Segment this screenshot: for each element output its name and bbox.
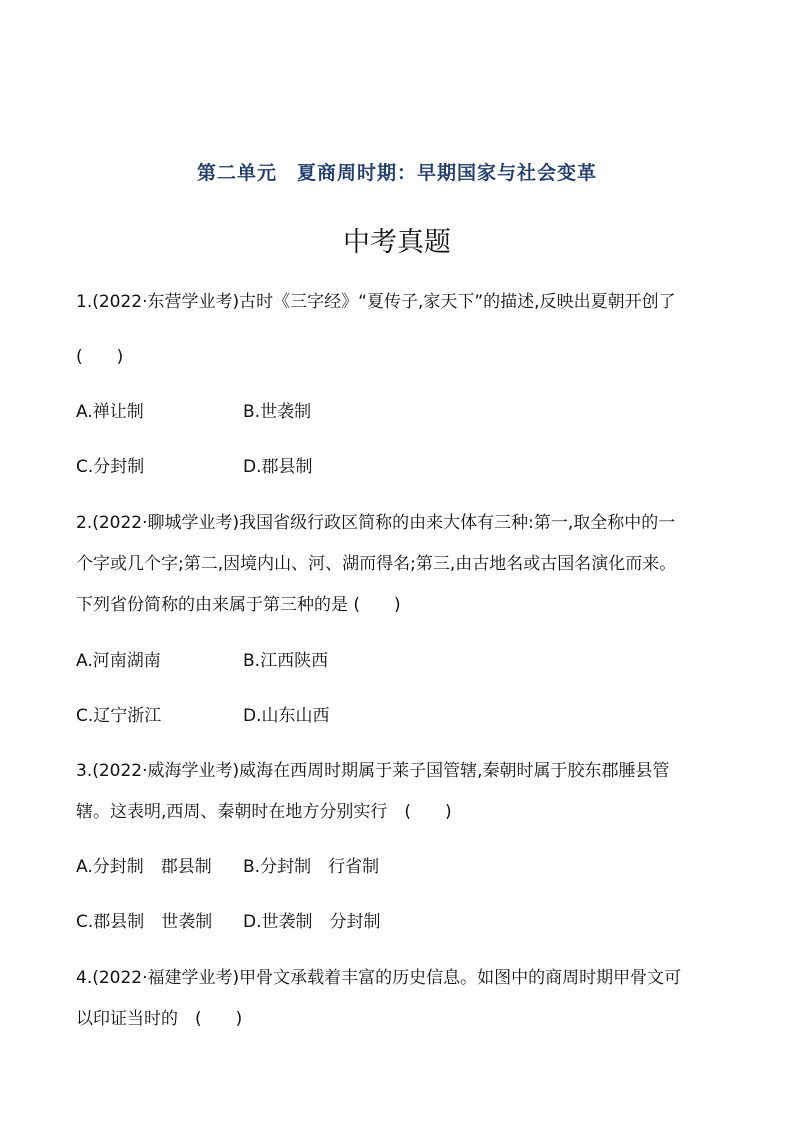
question-3-line-1: 3.(2022·威海学业考)威海在西周时期属于莱子国管辖,秦朝时属于胶东郡腄县管 xyxy=(76,761,670,781)
question-1-option-c[interactable]: C.分封制 xyxy=(76,457,145,477)
question-2-option-b[interactable]: B.江西陕西 xyxy=(243,651,329,671)
question-3-option-b[interactable]: B.分封制 行省制 xyxy=(243,857,380,877)
question-1-option-b[interactable]: B.世袭制 xyxy=(243,402,312,422)
question-3-line-2: 辖。这表明,西周、秦朝时在地方分别实行 ( ) xyxy=(76,802,452,822)
question-3-option-d[interactable]: D.世袭制 分封制 xyxy=(243,912,381,932)
question-2-line-2: 个字或几个字;第二,因境内山、河、湖而得名;第三,由古地名或古国名演化而来。 xyxy=(76,554,677,574)
question-3-option-c[interactable]: C.郡县制 世袭制 xyxy=(76,912,213,932)
question-2-line-1: 2.(2022·聊城学业考)我国省级行政区简称的由来大体有三种:第一,取全称中的一 xyxy=(76,513,676,533)
question-2-line-3: 下列省份简称的由来属于第三种的是 ( ) xyxy=(76,595,401,615)
question-3-option-a[interactable]: A.分封制 郡县制 xyxy=(76,857,212,877)
section-title: 中考真题 xyxy=(343,227,451,258)
question-2-option-a[interactable]: A.河南湖南 xyxy=(76,651,161,671)
question-1-line-1: 1.(2022·东营学业考)古时《三字经》“夏传子,家天下”的描述,反映出夏朝开创了 xyxy=(76,292,676,312)
question-1-line-2: ( ) xyxy=(76,347,124,367)
question-2-option-d[interactable]: D.山东山西 xyxy=(243,706,330,726)
question-4-line-1: 4.(2022·福建学业考)甲骨文承载着丰富的历史信息。如图中的商周时期甲骨文可 xyxy=(76,968,682,988)
question-2-option-c[interactable]: C.辽宁浙江 xyxy=(76,706,162,726)
question-1-option-a[interactable]: A.禅让制 xyxy=(76,402,144,422)
unit-title: 第二单元 夏商周时期：早期国家与社会变革 xyxy=(196,162,597,184)
question-1-option-d[interactable]: D.郡县制 xyxy=(243,457,313,477)
question-4-line-2: 以印证当时的 ( ) xyxy=(76,1009,243,1029)
